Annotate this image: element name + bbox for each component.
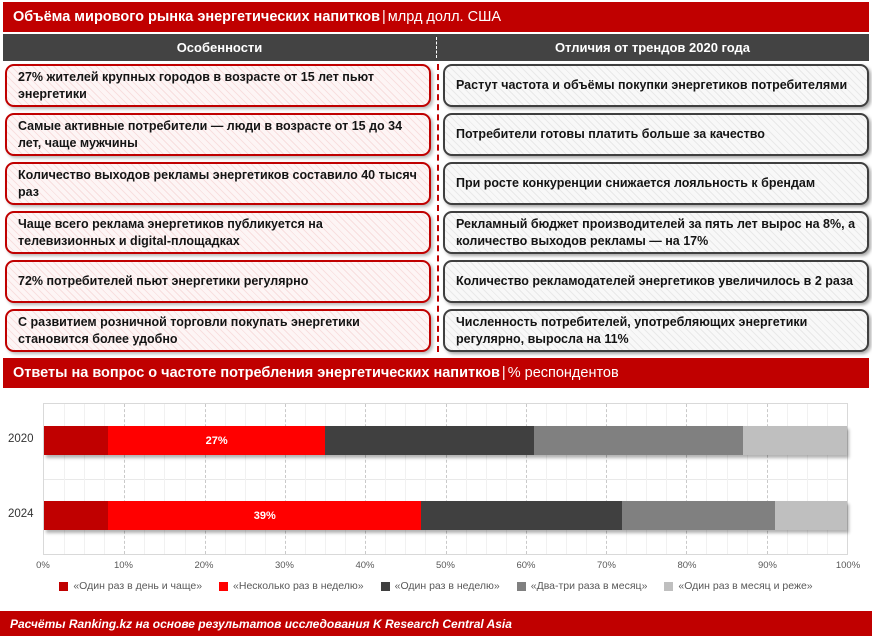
trend-box [443,211,869,254]
x-axis-tick-label: 10% [113,560,133,571]
feature-box [5,211,431,254]
legend-label: «Два-три раза в месяц» [530,580,648,592]
legend-item [517,580,648,592]
x-axis-tick-label: 0% [36,560,50,571]
trend-box [443,64,869,107]
bar-segment [325,426,534,455]
page-title-bar [3,2,869,32]
x-axis-tick-label: 50% [435,560,455,571]
legend-item [59,580,202,592]
feature-text: 27% жителей крупных городов в возрасте от 15 лет пьют энергетики [18,70,375,101]
dashed-column-separator [437,64,439,352]
category-label: 2024 [8,508,34,520]
chart-title-units: % респондентов [507,365,619,381]
legend-label: «Один раз в неделю» [394,580,500,592]
trend-text: Численность потребителей, употребляющих энергетики регулярно, выросла на 11% [456,315,808,346]
feature-box [5,162,431,205]
bar-segment [421,501,622,530]
bar-segment [108,501,421,530]
x-axis-tick-label: 40% [355,560,375,571]
trend-box [443,162,869,205]
bar-segment [534,426,743,455]
feature-text: Количество выходов рекламы энергетиков составило 40 тысяч раз [18,168,417,199]
feature-text: Самые активные потребители — люди в возрасте от 15 до 34 лет, чаще мужчины [18,119,403,150]
x-axis-tick-label: 60% [516,560,536,571]
trend-text: Рекламный бюджет производителей за пять лет вырос на 8%, а количество выходов рекламы — на 17% [456,217,856,248]
page-title: Объёма мирового рынка энергетических напитков [13,9,380,25]
legend-swatch [59,582,68,591]
bar-segment [775,501,847,530]
legend-item [664,580,812,592]
trend-text: При росте конкуренции снижается лояльность к брендам [456,176,816,191]
chart-plot-area [43,403,848,555]
feature-box [5,260,431,303]
page-title-units: млрд долл. США [387,9,502,25]
bar-segment [622,501,775,530]
feature-box [5,113,431,156]
trend-text: Потребители готовы платить больше за качество [456,127,765,142]
title-separator: | [382,9,386,25]
feature-text: 72% потребителей пьют энергетики регулярно [18,274,309,289]
feature-text: Чаще всего реклама энергетиков публикуется на телевизионных и digital-площадках [18,217,323,248]
bar-segment [44,501,108,530]
x-axis-tick-label: 80% [677,560,697,571]
trend-text: Количество рекламодателей энергетиков увеличилось в 2 раза [456,274,854,289]
stacked-bar-2020 [44,426,847,455]
feature-text: С развитием розничной торговли покупать энергетики становится более удобно [18,315,360,346]
x-axis-tick-label: 30% [274,560,294,571]
feature-box [5,309,431,352]
chart-title-bar [3,358,869,388]
legend-label: «Несколько раз в неделю» [233,580,364,592]
legend-item [219,580,364,592]
stacked-bar-2024 [44,501,847,530]
legend-swatch [219,582,228,591]
comparison-grid [3,64,869,352]
legend-swatch [664,582,673,591]
trend-box [443,113,869,156]
footer-source-text: Расчёты Ranking.kz на основе результатов исследования K Research Central Asia [10,616,512,631]
chart-legend [0,580,872,592]
trend-text: Растут частота и объёмы покупки энергетиков потребителями [456,78,848,93]
legend-swatch [381,582,390,591]
bar-segment [44,426,108,455]
legend-item [381,580,500,592]
chart-title-separator: | [501,365,506,381]
trends-column [443,64,869,358]
x-axis-tick-label: 20% [194,560,214,571]
frequency-stacked-bar-chart [0,392,872,611]
legend-label: «Один раз в день и чаще» [73,580,203,592]
column-header-divider [436,37,437,58]
x-axis-tick-label: 90% [757,560,777,571]
data-label: 27% [205,434,228,447]
bar-segment [743,426,847,455]
column-header-features: Особенности [176,40,263,55]
legend-label: «Один раз в месяц и реже» [678,580,813,592]
bar-segment [108,426,325,455]
trend-box [443,309,869,352]
features-column [5,64,431,358]
feature-box [5,64,431,107]
data-label: 39% [253,509,276,522]
legend-swatch [517,582,526,591]
chart-title: Ответы на вопрос о частоте потребления энергетических напитков [13,365,500,381]
column-header-trends: Отличия от трендов 2020 года [554,40,751,55]
x-axis-tick-label: 70% [596,560,616,571]
x-axis-tick-label: 100% [835,560,861,571]
category-label: 2020 [8,433,34,445]
footer-bar [0,611,872,636]
trend-box [443,260,869,303]
column-headers-bar [3,34,869,61]
